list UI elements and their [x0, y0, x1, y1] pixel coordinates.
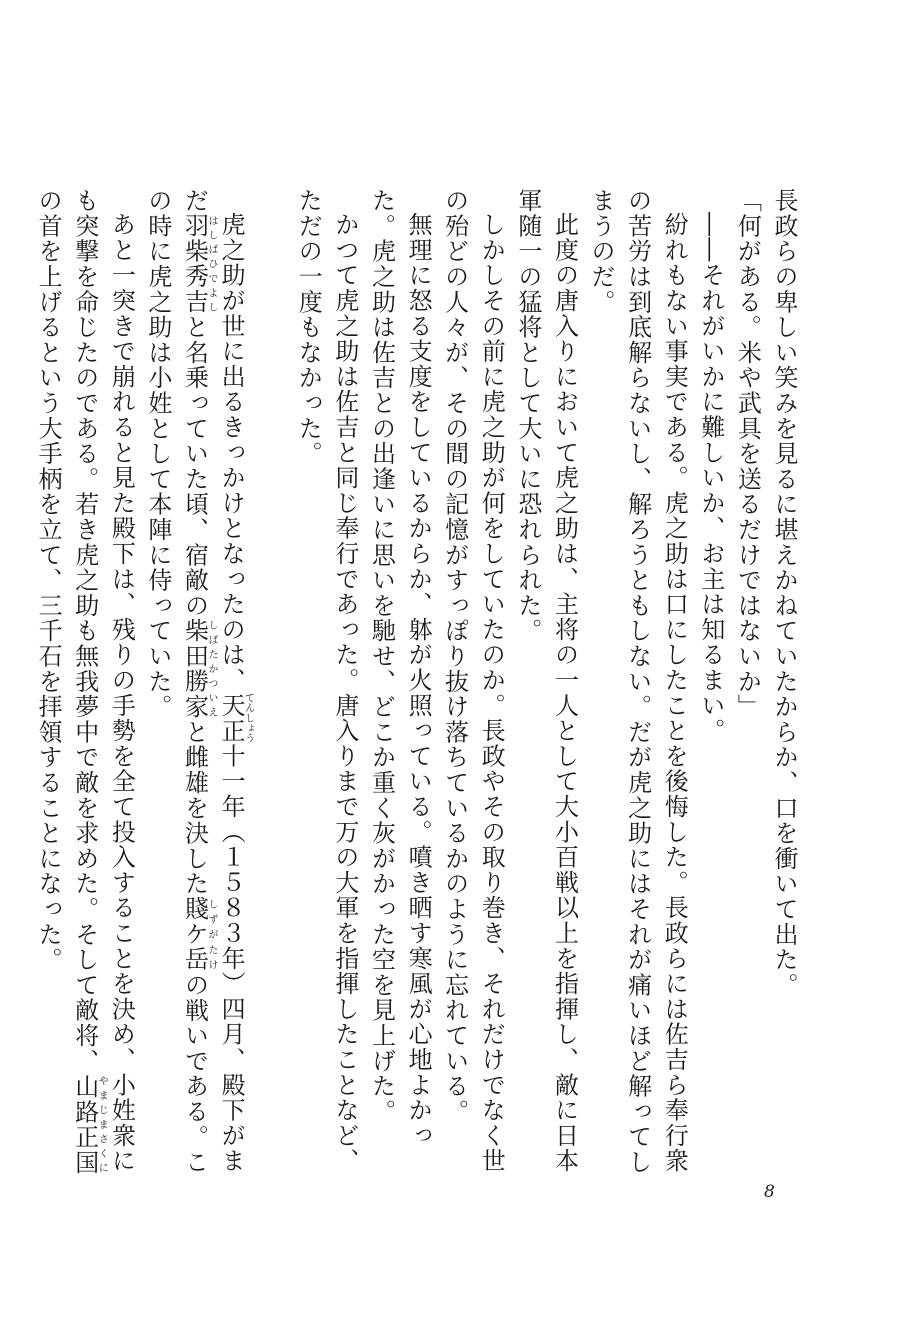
paragraph-8: かつて虎之助は佐吉と同じ奉行であった。唐入りまで万の大軍を指揮したことなど、ただの一度もなかった。 — [294, 188, 359, 1174]
paragraph-2: 「何がある。米や武具を送るだけではないか」 — [733, 188, 762, 720]
vertical-text-body — [30, 188, 802, 1188]
paragraph-5: 此度の唐入りにおいて虎之助は、主将の一人として大小百戦以上を指揮し、敵に日本軍随一の猛将として大いに恐れられた。 — [513, 188, 579, 1174]
page-number: 8 — [764, 1182, 775, 1202]
paragraph-6: しかしその前に虎之助が何をしていたのか。長政やその取り巻き、それだけでなく世の殆どの人々が、その間の記憶がすっぽり抜け落ちているかのように忘れている。 — [440, 188, 506, 1174]
paragraph-7: 無理に怒る支度をしているからか、躰が火照っている。噴き晒す寒風が心地よかった。虎之助は佐吉との出逢いに思いを馳せ、どこか重く灰がかった空を見上げた。 — [367, 188, 433, 1149]
furigana: 山路正国やまじまさくに — [70, 1073, 108, 1175]
furigana: 柴田勝家しばたかついえ — [180, 618, 217, 720]
paragraph-4: 紛れもない事実である。虎之助は口にしたことを後悔した。長政らには佐吉ら奉行衆の苦労は到底解らないし、解ろうともしない。だが虎之助にはそれが痛いほど解ってしまうのだ。 — [587, 188, 689, 1175]
paragraph-10: あと一突きで崩れると見た殿下は、残りの手勢を全て投入することを決め、小姓衆にも突撃を命じたのである。若き虎之助も無我夢中で敵を求めた。そして敵将、山路正国やまじまさくにの首を上げるという大手柄を立て、三千石を拝領することになった。 — [34, 188, 136, 1175]
furigana: 羽柴秀吉はしばひでよし — [180, 213, 217, 315]
furigana: 賤ケ岳しずがたけ — [180, 896, 217, 973]
paragraph-1: 長政らの卑しい笑みを見るに堪えかねていたからか、口を衝いて出た。 — [770, 188, 798, 998]
paragraph-9: 虎之助が世に出るきっかけとなったのは、天正てんしょう十一年（１５８３年）四月、殿下がまだ羽柴秀吉はしばひでよしと名乗っていた頃、宿敵の柴田勝家しばたかついえと雌雄を決した賤ケ岳しずがたけの戦いである。この時に虎之助は小姓として本陣に侍っていた。 — [143, 188, 254, 1175]
paragraph-3: ――それがいかに難しいか、お主は知るまい。 — [696, 212, 725, 744]
furigana: 天正てんしょう — [217, 692, 254, 744]
